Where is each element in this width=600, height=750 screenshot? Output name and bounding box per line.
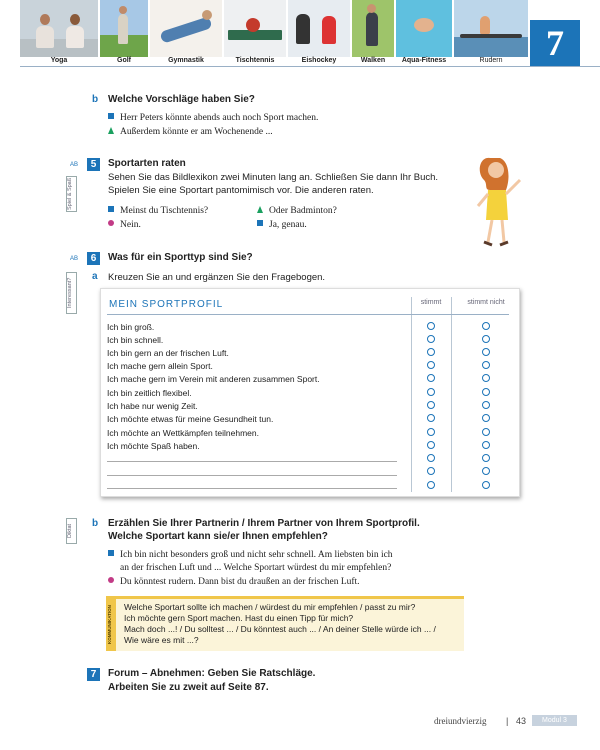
redemittel-line: Ich möchte gern Sport machen. Hast du einen Tipp für mich? xyxy=(124,613,354,623)
photo-aqua-fitness xyxy=(396,0,452,57)
task6-b-line-2: Welche Sportart kann sie/er Ihnen empfehlen? xyxy=(108,531,328,542)
answer-circle-stimmt-nicht[interactable] xyxy=(482,348,490,356)
task7-title: Forum – Abnehmen: Geben Sie Ratschläge. xyxy=(108,668,316,679)
answer-circle-stimmt-nicht[interactable] xyxy=(482,374,490,382)
task5-title: Sportarten raten xyxy=(108,158,186,169)
questionnaire-title: MEIN SPORTPROFIL xyxy=(109,299,224,310)
task5-dialog-2: Oder Badminton? xyxy=(257,205,337,218)
questionnaire-row: Ich möchte an Wettkämpfen teilnehmen. xyxy=(107,428,259,438)
column-divider xyxy=(451,297,452,492)
photo-walken xyxy=(352,0,394,57)
redemittel-line: Mach doch ...! / Du solltest ... / Du könntest auch ... / An deiner Stelle würde ich ... / xyxy=(124,624,436,634)
answer-circle-stimmt[interactable] xyxy=(427,401,435,409)
section-b1-item-2: Außerdem könnte er am Wochenende ... xyxy=(108,126,273,139)
answer-circle-stimmt-nicht[interactable] xyxy=(482,335,490,343)
square-bullet-icon xyxy=(108,206,114,212)
questionnaire-row: Ich bin gern an der frischen Luft. xyxy=(107,348,229,358)
redemittel-line: Welche Sportart sollte ich machen / würdest du mir empfehlen / passt zu mir? xyxy=(124,602,416,612)
square-bullet-icon xyxy=(108,113,114,119)
footer-page-word: dreiundvierzig xyxy=(434,716,487,726)
redemittel-line: Wie wäre es mit ...? xyxy=(124,635,199,645)
questionnaire-row: Ich bin schnell. xyxy=(107,335,164,345)
task6-b-item-1: Ich bin nicht besonders groß und nicht sehr schnell. Am liebsten bin ich xyxy=(108,549,393,562)
column-header-stimmt: stimmt xyxy=(420,299,442,306)
cartoon-woman-illustration xyxy=(470,150,528,250)
task6-a-text: Kreuzen Sie an und ergänzen Sie den Fragebogen. xyxy=(108,272,326,283)
answer-circle-stimmt-nicht[interactable] xyxy=(482,481,490,489)
answer-circle-stimmt[interactable] xyxy=(427,374,435,382)
task5-ab-label: AB xyxy=(70,162,79,168)
task6-b-item-1-cont: an der frischen Luft und ... Welche Sportart würdest du mir empfehlen? xyxy=(120,563,392,573)
questionnaire-row: Ich bin zeitlich flexibel. xyxy=(107,388,192,398)
photo-golf xyxy=(100,0,148,57)
dot-bullet-icon xyxy=(108,577,114,583)
write-in-line xyxy=(107,461,397,462)
answer-circle-stimmt[interactable] xyxy=(427,414,435,422)
header-underline xyxy=(107,314,509,315)
answer-circle-stimmt[interactable] xyxy=(427,454,435,462)
task5-instruction-1: Sehen Sie das Bildlexikon zwei Minuten lang an. Schließen Sie dann Ihr Buch. xyxy=(108,172,439,183)
section-b1-question: Welche Vorschläge haben Sie? xyxy=(108,94,255,105)
task6-b-letter: b xyxy=(92,518,99,529)
caption-tischtennis: Tischtennis xyxy=(235,57,275,64)
questionnaire-row: Ich möchte etwas für meine Gesundheit tun. xyxy=(107,414,274,424)
column-divider xyxy=(411,297,412,492)
caption-eishockey: Eishockey xyxy=(301,57,337,64)
answer-circle-stimmt-nicht[interactable] xyxy=(482,401,490,409)
task6-b-line-1: Erzählen Sie Ihrer Partnerin / Ihrem Partner von Ihrem Sportprofil. xyxy=(108,518,420,529)
caption-rudern: Rudern xyxy=(479,57,503,64)
sportprofil-questionnaire xyxy=(100,288,520,497)
answer-circle-stimmt-nicht[interactable] xyxy=(482,388,490,396)
write-in-line xyxy=(107,488,397,489)
task5-dialog-1: Meinst du Tischtennis? xyxy=(108,205,208,218)
triangle-bullet-icon xyxy=(257,206,263,213)
questionnaire-row: Ich möchte Spaß haben. xyxy=(107,441,200,451)
photo-rudern xyxy=(454,0,528,57)
footer-separator: | xyxy=(506,716,509,726)
answer-circle-stimmt-nicht[interactable] xyxy=(482,441,490,449)
task7-text: Arbeiten Sie zu zweit auf Seite 87. xyxy=(108,682,269,693)
redemittel-box xyxy=(106,596,464,651)
task5-number: 5 xyxy=(87,158,100,171)
triangle-bullet-icon xyxy=(108,127,114,134)
answer-circle-stimmt-nicht[interactable] xyxy=(482,414,490,422)
strip-divider xyxy=(20,66,600,67)
questionnaire-row: Ich mache gern allein Sport. xyxy=(107,361,213,371)
footer-module-tag: Modul 3 xyxy=(532,715,577,726)
answer-circle-stimmt[interactable] xyxy=(427,348,435,356)
redemittel-tag-text: KOMMUNIKATION xyxy=(107,605,112,645)
questionnaire-row: Ich habe nur wenig Zeit. xyxy=(107,401,198,411)
task5-instruction-2: Spielen Sie eine Sportart pantomimisch vor. Die anderen raten. xyxy=(108,185,374,196)
answer-circle-stimmt[interactable] xyxy=(427,428,435,436)
square-bullet-icon xyxy=(108,550,114,556)
task6-number: 6 xyxy=(87,252,100,265)
task5-sidetag: Spiel & Spaß xyxy=(66,176,77,212)
answer-circle-stimmt-nicht[interactable] xyxy=(482,454,490,462)
questionnaire-row: Ich bin groß. xyxy=(107,322,155,332)
answer-circle-stimmt[interactable] xyxy=(427,441,435,449)
photo-tischtennis xyxy=(224,0,286,57)
footer-page-number: 43 xyxy=(516,716,527,726)
task6-b-item-2: Du könntest rudern. Dann bist du draußen an der frischen Luft. xyxy=(108,576,360,589)
answer-circle-stimmt[interactable] xyxy=(427,361,435,369)
answer-circle-stimmt-nicht[interactable] xyxy=(482,428,490,436)
photo-gymnastik xyxy=(150,0,222,57)
answer-circle-stimmt[interactable] xyxy=(427,335,435,343)
caption-yoga: Yoga xyxy=(50,57,68,64)
answer-circle-stimmt[interactable] xyxy=(427,322,435,330)
dot-bullet-icon xyxy=(108,220,114,226)
answer-circle-stimmt[interactable] xyxy=(427,467,435,475)
write-in-line xyxy=(107,475,397,476)
task5-dialog-3: Nein. xyxy=(108,219,141,232)
photo-yoga xyxy=(20,0,98,57)
answer-circle-stimmt-nicht[interactable] xyxy=(482,361,490,369)
task7-number: 7 xyxy=(87,668,100,681)
caption-aqua-fitness: Aqua-Fitness xyxy=(401,57,447,64)
answer-circle-stimmt[interactable] xyxy=(427,481,435,489)
caption-gymnastik: Gymnastik xyxy=(168,57,204,64)
task6-b-sidetag: Diktat xyxy=(66,518,77,544)
section-b1-letter: b xyxy=(92,94,99,105)
answer-circle-stimmt[interactable] xyxy=(427,388,435,396)
caption-walken: Walken xyxy=(360,57,386,64)
task6-a-letter: a xyxy=(92,271,98,282)
answer-circle-stimmt-nicht[interactable] xyxy=(482,467,490,475)
task6-ab-label: AB xyxy=(70,256,79,262)
photo-eishockey xyxy=(288,0,350,57)
caption-golf: Golf xyxy=(117,57,131,64)
task5-dialog-4: Ja, genau. xyxy=(257,219,307,232)
task6-title: Was für ein Sporttyp sind Sie? xyxy=(108,252,253,263)
section-b1-item-1: Herr Peters könnte abends auch noch Sport machen. xyxy=(108,112,318,125)
task6-sidetag: Interessant? xyxy=(66,272,77,314)
answer-circle-stimmt-nicht[interactable] xyxy=(482,322,490,330)
square-bullet-icon xyxy=(257,220,263,226)
chapter-number: 7 xyxy=(530,20,580,66)
column-header-stimmt-nicht: stimmt nicht xyxy=(467,299,505,306)
questionnaire-row: Ich mache gern im Verein mit anderen zusammen Sport. xyxy=(107,374,320,384)
